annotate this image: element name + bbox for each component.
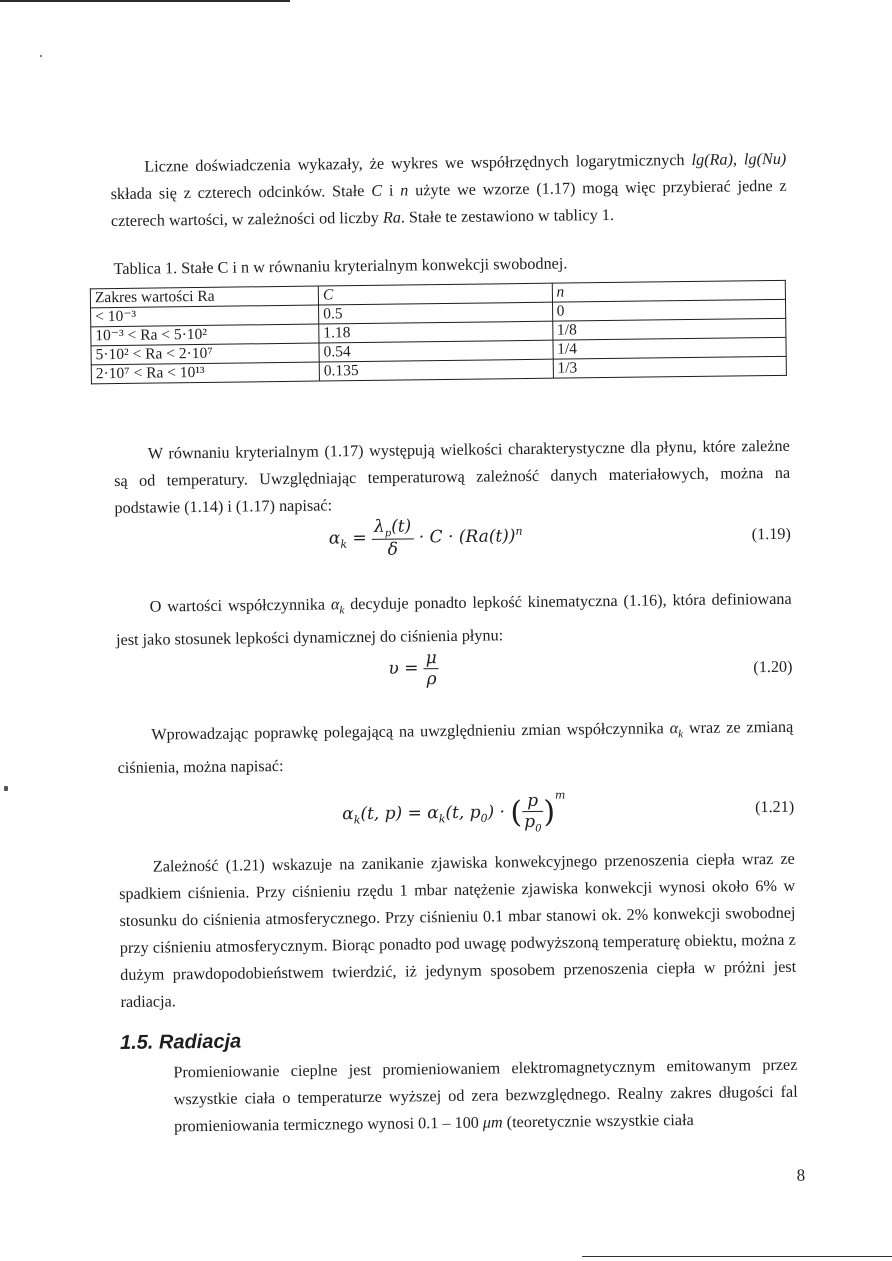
- equation-1-20: υ = $\frac{\mu}{\rho}$: [388, 648, 439, 690]
- equation-1-21: $\alpha_k(t$, $p) = \alpha_k(t$, $p_0$) · ( $\frac{p}{p_0}$ )$^m$: [342, 788, 566, 835]
- table-header-cell: n: [552, 280, 786, 302]
- equation-number: (1.19): [751, 524, 791, 544]
- section-heading: 1.5. Radiacja: [119, 1030, 242, 1055]
- table-header-cell: C: [318, 283, 552, 305]
- table-cell: 0.135: [319, 359, 553, 381]
- table-cell: 2·10⁷ < Ra < 10¹³: [91, 362, 319, 384]
- paragraph-pressure: Wprowadzając poprawkę polegającą na uwzględnieniu zmian współczynnika $\alpha_k$ wraz ze zmianą ciśnienia, można napisać:: [117, 717, 794, 778]
- paragraph-radiation: Promieniowanie cieplne jest promieniowaniem elektromagnetycznym emitowanym przez wszystkie ciała o temperaturze wyższej od zera bezwzględnego. Realny zakres długości fal promieniowania termicznego wynosi 0.1 – 100 μm (teoretycznie wszystkie ciała: [173, 1055, 798, 1136]
- table-cell: 1/3: [553, 356, 787, 378]
- intro-paragraph: Liczne doświadczenia wykazały, że wykres we współrzędnych logarytmicznych lg(Ra), lg(Nu) składa się z czterech odcinków. Stałe C i n użyte we wzorze (1.17) mogą więc przybierać jedne z czterech wartości, w zależności od liczby Ra. Stałe te zestawiono w tablicy 1.: [110, 149, 787, 231]
- table-caption: Tablica 1. Stałe C i n w równaniu kryterialnym konwekcji swobodnej.: [113, 254, 568, 279]
- table-cell: 5·10² < Ra < 2·10⁷: [91, 343, 319, 365]
- table-cell: 1/4: [553, 337, 787, 359]
- equation-number: (1.20): [753, 657, 793, 677]
- table-cell: < 10⁻³: [91, 305, 319, 327]
- equation-1-19: $\alpha_k$ = $\frac{\lambda_p(t)}{\delta}$ · $C \cdot (Ra(t))^n$: [328, 516, 523, 561]
- paragraph-viscosity: O wartości współczynnika $\alpha_k$ decyduje ponadto lepkość kinematyczna (1.16), która definiowana jest jako stosunek lepkości dynamicznej do ciśnienia płynu:: [115, 589, 792, 650]
- table-cell: 10⁻³ < Ra < 5·10²: [91, 324, 319, 346]
- table-cell: 0: [552, 299, 786, 321]
- table-cell: 0.54: [319, 340, 553, 362]
- paragraph-vacuum-conclusion: Zależność (1.21) wskazuje na zanikanie zjawiska konwekcyjnego przenoszenia ciepła wraz ze spadkiem ciśnienia. Przy ciśnieniu rzędu 1 mbar natężenie zjawiska konwekcji wynosi około 6% w stosunku do ciśnienia atmosferycznego. Przy ciśnieniu 0.1 mbar stanowi ok. 2% konwekcji swobodnej przy ciśnieniu atmosferycznym. Biorąc ponadto pod uwagę podwyższoną temperaturę obiektu, można z dużym prawdopodobieństwem twierdzić, iż jedynym sposobem przenoszenia ciepła w próżni jest radiacja.: [119, 849, 797, 1012]
- table-cell: 1/8: [552, 318, 786, 340]
- table-header-cell: Zakres wartości Ra: [90, 286, 318, 308]
- paragraph-material-data: W równaniu kryterialnym (1.17) występują wielkości charakterystyczne dla płynu, które zależne są od temperatury. Uwzględniając temperaturową zależność danych materiałowych, można na podstawie (1.14) i (1.17) napisać:: [114, 436, 791, 518]
- table-cell: 1.18: [319, 321, 553, 343]
- constants-table: [90, 280, 787, 384]
- table-cell: 0.5: [319, 302, 553, 324]
- page-number: 8: [796, 1165, 806, 1185]
- equation-number: (1.21): [754, 797, 795, 817]
